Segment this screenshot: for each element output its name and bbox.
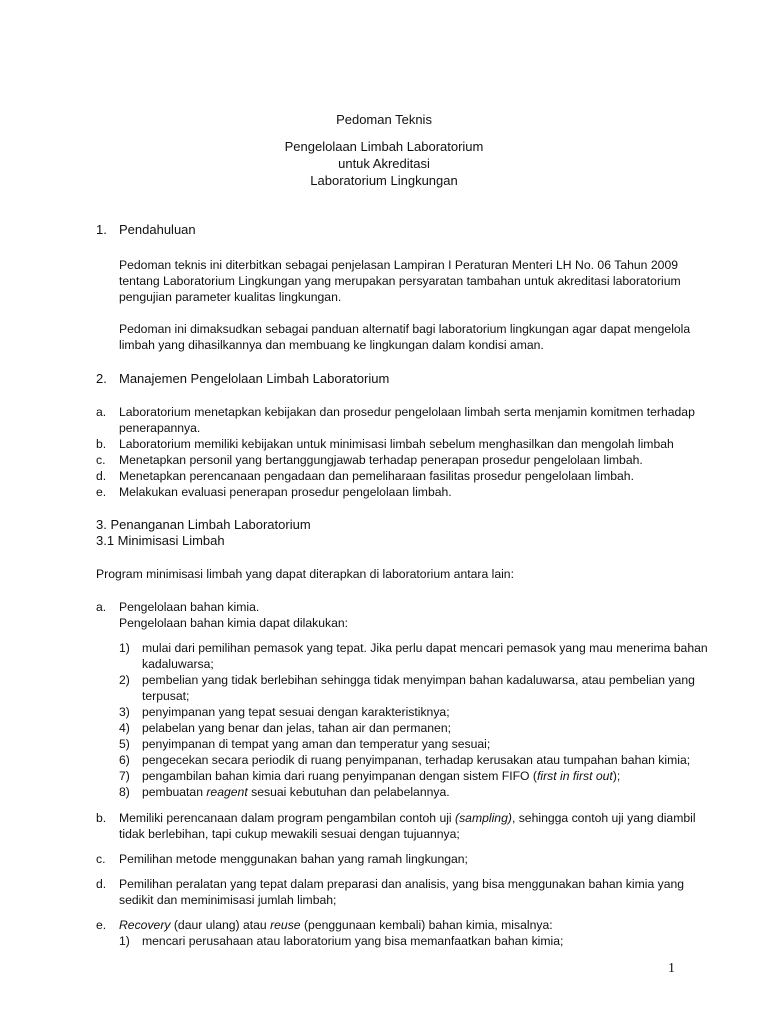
- list-item: Recovery (daur ulang) atau reuse (penggunaan kembali) bahan kimia, misalnya:: [119, 918, 553, 932]
- list-item: terpusat;: [142, 689, 190, 703]
- list-item: Pemilihan metode menggunakan bahan yang ramah lingkungan;: [119, 852, 468, 866]
- document-subtitle: Pengelolaan Limbah Laboratorium: [284, 139, 484, 154]
- list-item: Pengelolaan bahan kimia.: [119, 600, 260, 614]
- list-item: Melakukan evaluasi penerapan prosedur pengelolaan limbah.: [119, 485, 452, 499]
- list-item: Menetapkan personil yang bertanggungjawab terhadap penerapan prosedur pengelolaan limbah.: [119, 453, 643, 467]
- list-marker: c.: [96, 852, 106, 866]
- paragraph-line: limbah yang dihasilkannya dan membuang ke lingkungan dalam kondisi aman.: [119, 338, 544, 352]
- list-item: Laboratorium menetapkan kebijakan dan prosedur pengelolaan limbah serta menjamin komitmen terhadap: [119, 405, 695, 419]
- list-item: pembuatan reagent sesuai kebutuhan dan pelabelannya.: [142, 785, 450, 799]
- list-marker: b.: [96, 437, 107, 451]
- list-item: pengambilan bahan kimia dari ruang penyimpanan dengan sistem FIFO (first in first out);: [142, 769, 621, 783]
- list-item: Pengelolaan bahan kimia dapat dilakukan:: [119, 616, 349, 630]
- list-marker: e.: [96, 918, 107, 932]
- section-heading: Pendahuluan: [119, 222, 196, 237]
- paragraph-line: Pedoman teknis ini diterbitkan sebagai penjelasan Lampiran I Peraturan Menteri LH No. 06 Tahun 2009: [119, 258, 678, 272]
- list-marker: b.: [96, 811, 107, 825]
- list-marker: 1): [119, 934, 130, 948]
- subsection-heading: 3.1 Minimisasi Limbah: [96, 533, 225, 548]
- list-marker: d.: [96, 877, 107, 891]
- list-marker: a.: [96, 405, 107, 419]
- list-marker: c.: [96, 453, 106, 467]
- list-item: penerapannya.: [119, 421, 201, 435]
- list-item: pembelian yang tidak berlebihan sehingga tidak menyimpan bahan kadaluwarsa, atau pembelian yang: [142, 673, 695, 687]
- list-marker: 3): [119, 705, 130, 719]
- list-item: Laboratorium memiliki kebijakan untuk minimisasi limbah sebelum menghasilkan dan mengolah limbah: [119, 437, 674, 451]
- paragraph-line: pengujian parameter kualitas lingkungan.: [119, 290, 342, 304]
- list-item: penyimpanan di tempat yang aman dan temperatur yang sesuai;: [142, 737, 491, 751]
- list-item: tidak berlebihan, tapi cukup mewakili sesuai dengan tujuannya;: [119, 827, 460, 841]
- page-number: 1: [668, 961, 675, 976]
- list-item: sedikit dan meminimisasi jumlah limbah;: [119, 893, 337, 907]
- document-title: Pedoman Teknis: [336, 112, 432, 127]
- list-marker: 8): [119, 785, 130, 799]
- list-item: penyimpanan yang tepat sesuai dengan karakteristiknya;: [142, 705, 450, 719]
- list-marker: 7): [119, 769, 130, 783]
- section-number: 2.: [96, 371, 107, 386]
- list-marker: 1): [119, 641, 130, 655]
- section-heading: 3. Penanganan Limbah Laboratorium: [96, 517, 311, 532]
- paragraph-line: tentang Laboratorium Lingkungan yang merupakan persyaratan tambahan untuk akreditasi laboratorium: [119, 274, 681, 288]
- document-subtitle: untuk Akreditasi: [338, 156, 430, 171]
- document-subtitle: Laboratorium Lingkungan: [310, 173, 458, 188]
- section-heading: Manajemen Pengelolaan Limbah Laboratorium: [119, 371, 390, 386]
- list-marker: 4): [119, 721, 130, 735]
- list-item: pengecekan secara periodik di ruang penyimpanan, terhadap kerusakan atau tumpahan bahan kimia;: [142, 753, 691, 767]
- list-marker: 5): [119, 737, 130, 751]
- section-number: 1.: [96, 222, 107, 237]
- list-item: Menetapkan perencanaan pengadaan dan pemeliharaan fasilitas prosedur pengelolaan limbah.: [119, 469, 634, 483]
- list-marker: a.: [96, 600, 107, 614]
- list-marker: 6): [119, 753, 130, 767]
- list-marker: d.: [96, 469, 107, 483]
- paragraph-line: Pedoman ini dimaksudkan sebagai panduan alternatif bagi laboratorium lingkungan agar dapat mengelola: [119, 322, 691, 336]
- list-marker: 2): [119, 673, 130, 687]
- list-item: Pemilihan peralatan yang tepat dalam preparasi dan analisis, yang bisa menggunakan bahan kimia yang: [119, 877, 685, 891]
- paragraph-line: Program minimisasi limbah yang dapat diterapkan di laboratorium antara lain:: [96, 567, 514, 581]
- list-item: Memiliki perencanaan dalam program pengambilan contoh uji (sampling), sehingga contoh uji yang diambil: [119, 811, 696, 825]
- list-item: pelabelan yang benar dan jelas, tahan air dan permanen;: [142, 721, 451, 735]
- list-item: mencari perusahaan atau laboratorium yang bisa memanfaatkan bahan kimia;: [142, 934, 564, 948]
- list-item: kadaluwarsa;: [142, 657, 214, 671]
- list-item: mulai dari pemilihan pemasok yang tepat. Jika perlu dapat mencari pemasok yang mau menerima bahan: [142, 641, 708, 655]
- list-marker: e.: [96, 485, 107, 499]
